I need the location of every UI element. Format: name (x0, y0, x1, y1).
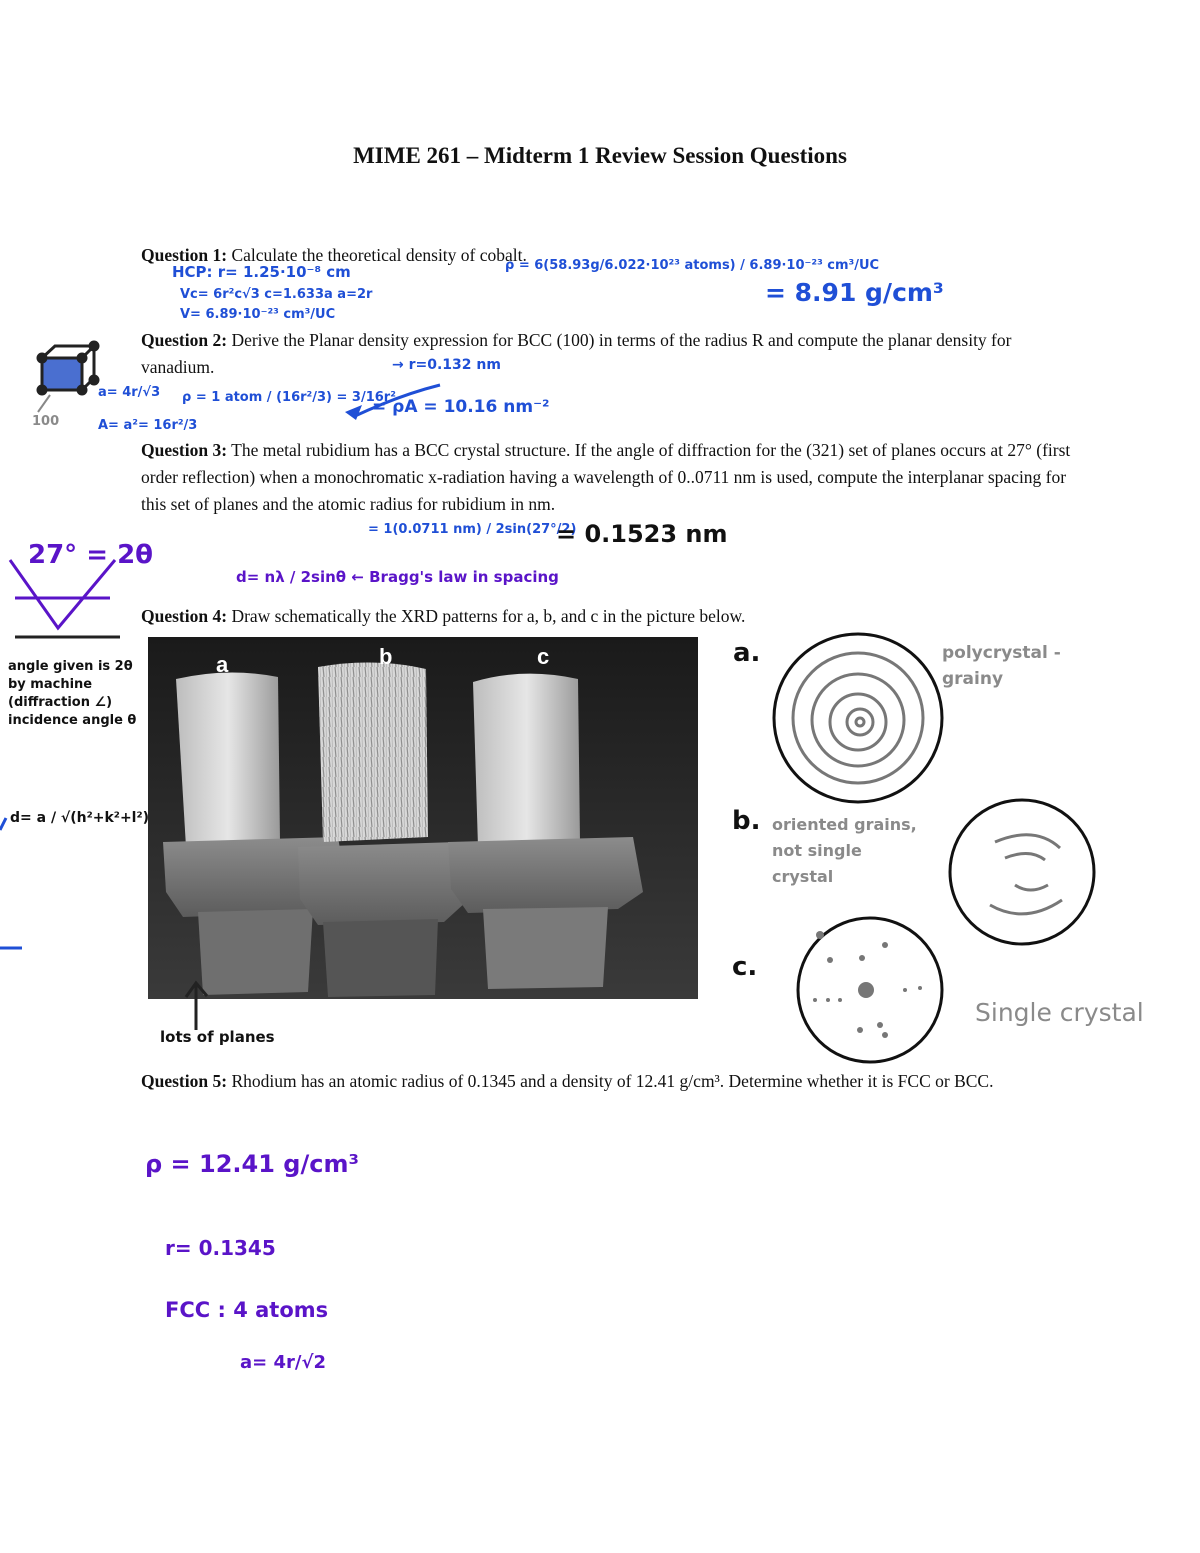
photo-label-c: c (537, 644, 550, 669)
note-q3-calc: = 1(0.0711 nm) / 2sin(27°/2) (368, 522, 577, 537)
question-5-label: Question 5: (141, 1071, 228, 1091)
xrd-label-b: b. (732, 806, 761, 836)
question-3-label: Question 3: (141, 440, 228, 460)
question-3-text: The metal rubidium has a BCC crystal structure. If the angle of diffraction for the (321) set of planes occurs at 27° (first order reflection) when a monochromatic x-radiation having a wavelength of 0..0711 nm is used, compute the interplanar spacing for this set of planes and the atomic radius for rubidium in nm. (141, 440, 1071, 514)
note-q2-r: → r=0.132 nm (392, 357, 501, 373)
note-q5-r: r= 0.1345 (165, 1236, 276, 1260)
note-q1-vol: Vc= 6r²c√3 c=1.633a a=2r (180, 287, 373, 302)
note-q1-rho: ρ = 6(58.93g/6.022·10²³ atoms) / 6.89·10⁻²³ cm³/UC (505, 258, 880, 273)
xrd-label-c: c. (732, 952, 758, 982)
note-q5-a: a= 4r/√2 (240, 1352, 327, 1373)
note-q1-answer: = 8.91 g/cm³ (765, 278, 944, 307)
note-q3-answer: = 0.1523 nm (556, 520, 728, 548)
note-q1-hcp: HCP: r= 1.25·10⁻⁸ cm (172, 263, 351, 281)
photo-label-a: a (216, 652, 229, 677)
note-q5-rho: ρ = 12.41 g/cm³ (145, 1150, 359, 1178)
xrd-pattern-b (950, 800, 1094, 944)
note-side-angle: angle given is 2θ by machine (diffraction ∠) incidence angle θ (8, 659, 137, 728)
note-q2-area: A= a²= 16r²/3 (98, 418, 198, 433)
question-4-text: Draw schematically the XRD patterns for a, b, and c in the picture below. (231, 606, 746, 626)
note-q5-fcc: FCC : 4 atoms (165, 1298, 329, 1322)
bcc-cube-sketch (38, 342, 98, 394)
note-q2-rho: ρ = 1 atom / (16r²/3) = 3/16r² (182, 390, 396, 405)
note-q2-a: a= 4r/√3 (98, 385, 161, 400)
note-side-formula: d= a / √(h²+k²+l²) (10, 810, 150, 826)
question-2-text: Derive the Planar density expression for BCC (100) in terms of the radius R and compute the planar density for vanadium. (141, 330, 1012, 377)
note-lots-of-planes: lots of planes (160, 1028, 275, 1046)
note-q3-angle: 27° = 2θ (28, 540, 154, 570)
diffraction-sketch (10, 560, 120, 637)
question-1-label: Question 1: (141, 245, 228, 265)
photo-label-b: b (379, 644, 393, 669)
question-5-text: Rhodium has an atomic radius of 0.1345 and a density of 12.41 g/cm³. Determine whether it is FCC or BCC. (231, 1071, 994, 1091)
question-4-label: Question 4: (141, 606, 228, 626)
xrd-label-a: a. (733, 638, 761, 668)
page-title: MIME 261 – Midterm 1 Review Session Questions (353, 143, 847, 168)
note-q2-answer: = ρA = 10.16 nm⁻² (372, 397, 550, 417)
xrd-note-c: Single crystal (975, 998, 1144, 1027)
note-q2-index: 100 (32, 414, 60, 429)
xrd-note-b: oriented grains, not single crystal (772, 815, 917, 886)
xrd-pattern-a (774, 634, 942, 802)
xrd-pattern-c (798, 918, 942, 1062)
question-1-text: Calculate the theoretical density of cobalt. (231, 245, 527, 265)
note-q1-v: V= 6.89·10⁻²³ cm³/UC (180, 307, 336, 322)
note-q3-bragg: d= nλ / 2sinθ ← Bragg's law in spacing (236, 568, 559, 586)
question-2-label: Question 2: (141, 330, 228, 350)
xrd-note-a: polycrystal -grainy (942, 643, 1061, 689)
